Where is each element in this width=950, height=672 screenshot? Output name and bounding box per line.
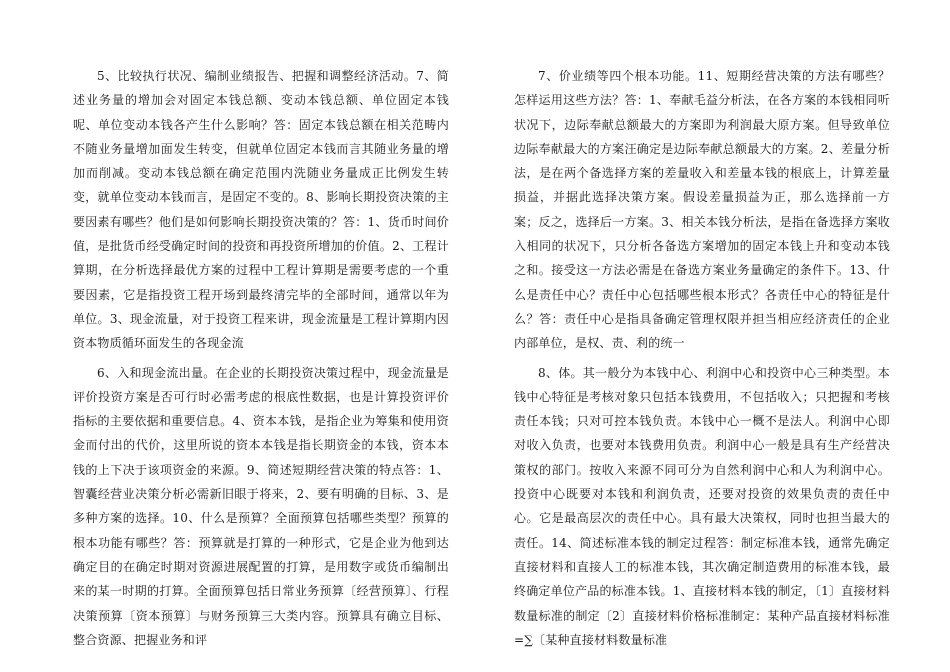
- left-paragraph-1: 5、比较执行状况、编制业绩报告、把握和调整经济活动。7、简述业务量的增加会对固定本钱总额、变动本钱总额、单位固定本钱呢、单位变动本钱各产生什么影响？答：固定本钱总额在相关范畴内不随业务量增加面发生转变，但就单位固定本钱而言其随业务量的增加而削减。变动本钱总额在确定范围内洗随业务量成正比例发生转变，就单位变动本钱而言，是固定不变的。8、影响长期投资决策的主要因素有哪些？他们是如何影响长期投资决策的？答：1、货币时间价值，是批货币经受确定时间的投资和再投资所增加的价值。2、工程计算期，在分析选择最优方案的过程中工程计算期是需要考虑的一个重要因素，它是指投资工程开场到最终清完毕的全部时间，通常以年为单位。3、现金流量，对于投资工程来讲，现金流量是工程计算期内因资本物质循环面发生的各现金流: [73, 69, 449, 351]
- left-paragraph-2: 6、入和现金流出量。在企业的长期投资决策过程中，现金流量是评价投资方案是否可行时必需考虑的根底性数据，也是计算投资评价指标的主要依据和重要信息。4、资本本钱，是指企业为筹集和使用资金而付出的代价，这里所说的资本本钱是指长期资金的本钱，资本本钱的上下决于该项资金的来源。9、简述短期经营决策的特点答：1、智囊经营业决策分析必需新旧眼于将来，2、要有明确的目标、3、是多种方案的选择。10、什么是预算？全面预算包括哪些类型？预算的根本功能有哪些？答：预算就是打算的一种形式，它是企业为他到达确定目的在确定时期对资源进展配置的打算，是用数字或货币编制出来的某一时期的打算。全面预算包括日常业务预算〔经营预算〕、行程决策预算〔资本预算〕与财务预算三大类内容。预算具有确立目标、整合资源、把握业务和评: [73, 365, 449, 647]
- right-text-column: [514, 64, 890, 652]
- left-text-column: [73, 64, 449, 652]
- right-paragraph-2: 8、体。其一般分为本钱中心、利润中心和投资中心三种类型。本钱中心特征是考核对象只包括本钱费用，不包括收入；只把握和考核责任本钱；只对可控本钱负责。本钱中心一概不是法人。利润中心即对收入负责，也要对本钱费用负责。利润中心一般是具有生产经营决策权的部门。按收入来源不同可分为自然利润中心和人为利润中心。投资中心既要对本钱和利润负责，还要对投资的效果负责的责任中心。它是最高层次的责任中心。具有最大决策权，同时也担当最大的责任。14、简述标准本钱的制定过程答：制定标准本钱，通常先确定直接材料和直接人工的标准本钱，其次确定制造费用的标准本钱，最终确定单位产品的标准本钱。1、直接材料本钱的制定，〔1〕直接材料数量标准的制定〔2〕直接材料价格标准制定：某种产品直接材料标准=∑〔某种直接材料数量标准: [514, 365, 890, 647]
- right-paragraph-1: 7、价业绩等四个根本功能。11、短期经营决策的方法有哪些？怎样运用这些方法？答：1、奉献毛益分析法，在各方案的本钱相同听状况下，边际奉献总额最大的方案即为利润最大原方案。但导致单位边际奉献最大的方案汪确定是边际奉献总额最大的方案。2、差量分析法，是在两个备选择方案的差量收入和差量本钱的根底上，计算差量损益，并据此选择决策方案。假设差量损益为正，那么选择前一方案；反之，选择后一方案。3、相关本钱分析法，是指在备选择方案收入相同的状况下，只分析各备选方案增加的固定本钱上升和变动本钱之和。接受这一方法必需是在备选方案业务量确定的条件下。13、什么是责任中心？责任中心包括哪些根本形式？各责任中心的特征是什么？答：责任中心是指具备确定管理权限并担当相应经济责任的企业内部单位，是权、责、利的统一: [514, 69, 890, 351]
